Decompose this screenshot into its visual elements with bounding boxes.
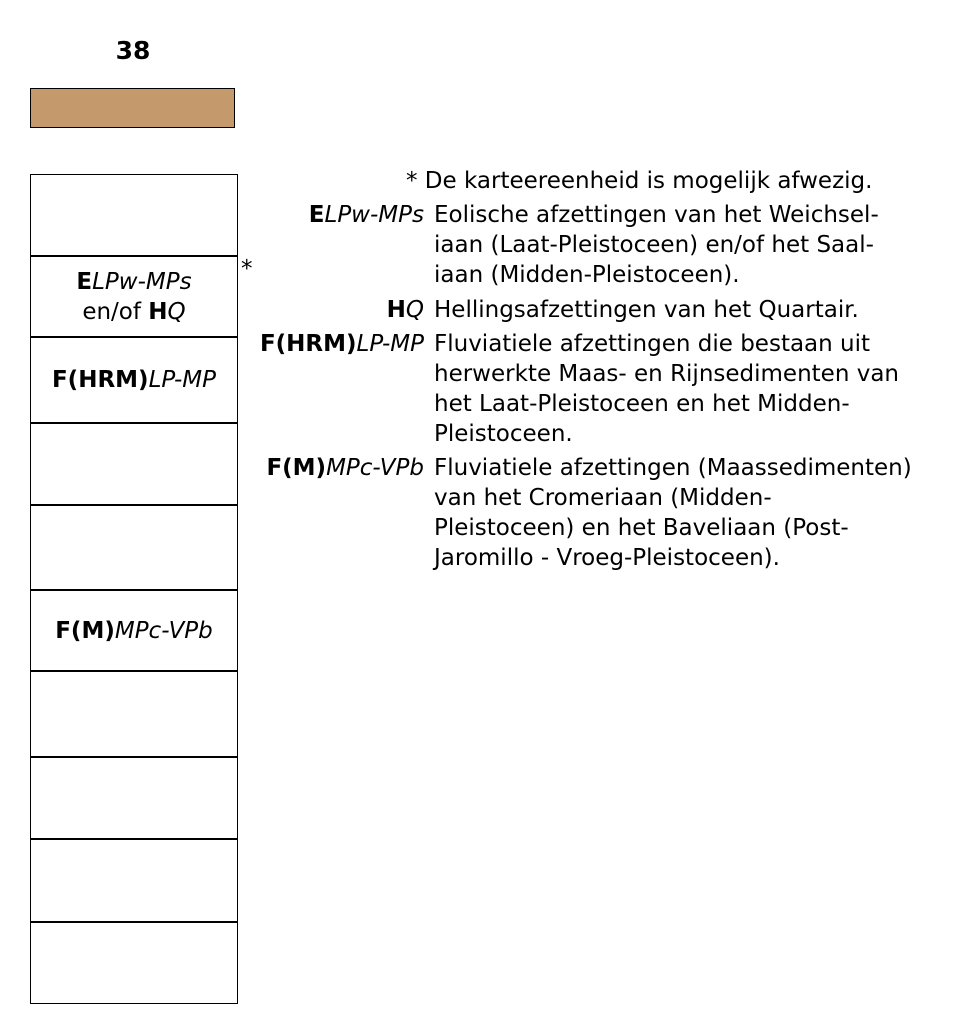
legend-code-bold: E — [308, 202, 325, 228]
legend-description: Eolische afzettingen van het Weichsel- iaan (Laat-Pleistoceen) en/of het Saal- iaan (Midden-Pleistoceen). — [434, 202, 879, 288]
layer-2-code-italic: LPw-MPs — [92, 268, 192, 295]
legend-code-bold: H — [386, 297, 406, 323]
legend-description: Hellingsafzettingen van het Quartair. — [434, 297, 859, 323]
layer-1 — [30, 174, 238, 257]
legend-code — [309, 200, 424, 230]
layer-2-line-1 — [76, 267, 191, 297]
legend-code — [387, 295, 424, 325]
layer-4 — [30, 422, 238, 506]
legend-note: * De karteereenheid is mogelijk afwezig. — [406, 168, 873, 194]
layer-2-code2-italic: Q — [167, 298, 186, 325]
layer-6-label — [55, 616, 213, 646]
layer-6-code-italic: MPc-VPb — [114, 617, 213, 644]
layer-3-label — [52, 365, 216, 395]
layer-2-code-bold: E — [76, 268, 93, 295]
layer-2 — [30, 255, 238, 338]
layer-3-code-bold: F(HRM) — [51, 367, 149, 393]
surface-swatch — [30, 88, 235, 128]
layer-2-code2-bold: H — [148, 298, 168, 325]
layer-6 — [30, 589, 238, 672]
column-number: 38 — [115, 36, 151, 65]
legend-code — [266, 453, 424, 483]
layer-3 — [30, 336, 238, 424]
legend-code-italic: LP-MP — [356, 331, 424, 357]
layer-3-code-italic: LP-MP — [148, 367, 217, 393]
legend-code — [260, 329, 424, 359]
legend-code-italic: MPc-VPb — [326, 455, 424, 481]
legend-code-bold: F(HRM) — [259, 331, 357, 357]
layer-10 — [30, 921, 238, 1004]
layer-5 — [30, 504, 238, 591]
layer-2-connector: en/of — [82, 298, 149, 325]
legend-code-italic: Q — [405, 297, 424, 323]
layer-7 — [30, 670, 238, 758]
legend-description: Fluviatiele afzettingen die bestaan uit herwerkte Maas- en Rijnsedimenten van het Laat-Pleistoceen en het Midden- Pleistoceen. — [434, 331, 899, 447]
absence-asterisk: * — [241, 256, 253, 282]
layer-8 — [30, 756, 238, 840]
layer-2-line-2 — [82, 297, 185, 327]
legend-code-bold: F(M) — [266, 455, 327, 481]
layer-9 — [30, 838, 238, 923]
legend-code-italic: LPw-MPs — [324, 202, 424, 228]
legend-description: Fluviatiele afzettingen (Maassedimenten) van het Cromeriaan (Midden- Pleistoceen) en het Baveliaan (Post- Jaromillo - Vroeg-Pleistoceen). — [434, 455, 912, 571]
layer-6-code-bold: F(M) — [55, 617, 115, 644]
